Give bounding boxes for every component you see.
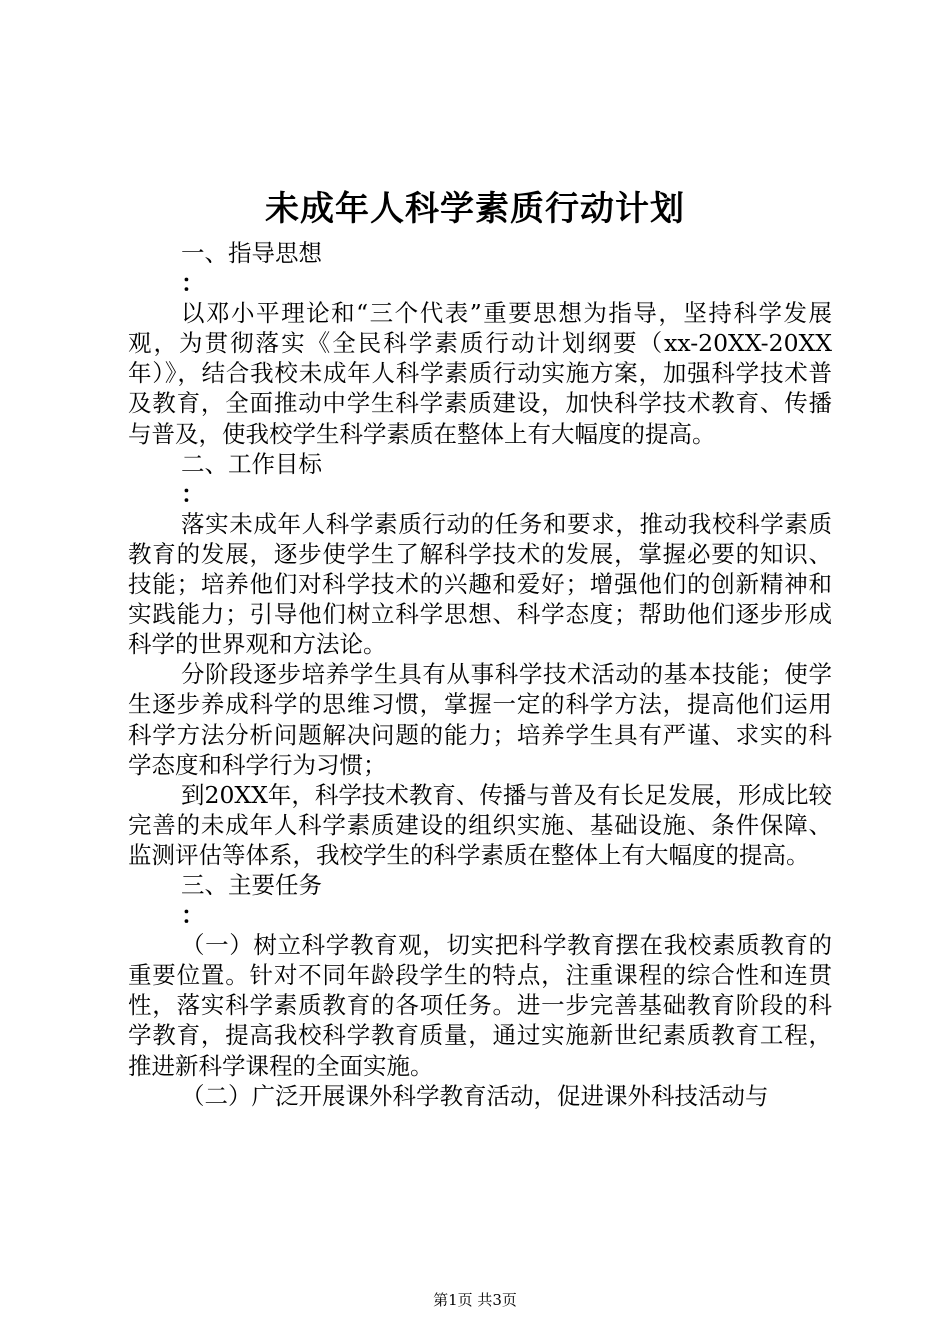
- paragraph: 到20XX年，科学技术教育、传播与普及有长足发展，形成比较完善的未成年人科学素质建设的组织实施、基础设施、条件保障、监测评估等体系，我校学生的科学素质在整体上有大幅度的提高。: [128, 780, 832, 869]
- paragraph: （二）广泛开展课外科学教育活动，促进课外科技活动与: [181, 1081, 769, 1110]
- section-colon: ：: [181, 269, 205, 298]
- section-colon: ：: [181, 479, 205, 508]
- page-footer: 第1页 共3页: [433, 1291, 517, 1309]
- document-title: 未成年人科学素质行动计划: [265, 189, 685, 229]
- section-colon: ：: [181, 901, 205, 930]
- paragraph: （一）树立科学教育观，切实把科学教育摆在我校素质教育的重要位置。针对不同年龄段学生的特点，注重课程的综合性和连贯性，落实科学素质教育的各项任务。进一步完善基础教育阶段的科学教育，提高我校科学教育质量，通过实施新世纪素质教育工程，推进新科学课程的全面实施。: [128, 931, 832, 1080]
- section-heading-main-tasks: 三、主要任务: [181, 870, 322, 899]
- document-body: [128, 238, 832, 1111]
- paragraph: 以邓小平理论和“三个代表”重要思想为指导，坚持科学发展观，为贯彻落实《全民科学素质行动计划纲要（xx-20XX-20XX年）》，结合我校未成年人科学素质行动实施方案，加强科学技术普及教育，全面推动中学生科学素质建设，加快科学技术教育、传播与普及，使我校学生科学素质在整体上有大幅度的提高。: [128, 299, 832, 448]
- section-heading-work-goals: 二、工作目标: [181, 449, 322, 478]
- paragraph: 落实未成年人科学素质行动的任务和要求，推动我校科学素质教育的发展，逐步使学生了解科学技术的发展，掌握必要的知识、技能；培养他们对科学技术的兴趣和爱好；增强他们的创新精神和实践能力；引导他们树立科学思想、科学态度；帮助他们逐步形成科学的世界观和方法论。: [128, 509, 832, 659]
- paragraph: 分阶段逐步培养学生具有从事科学技术活动的基本技能；使学生逐步养成科学的思维习惯，掌握一定的科学方法，提高他们运用科学方法分析问题解决问题的能力；培养学生具有严谨、求实的科学态度和科学行为习惯；: [128, 660, 832, 779]
- section-heading-guiding-ideology: 一、指导思想: [181, 239, 322, 267]
